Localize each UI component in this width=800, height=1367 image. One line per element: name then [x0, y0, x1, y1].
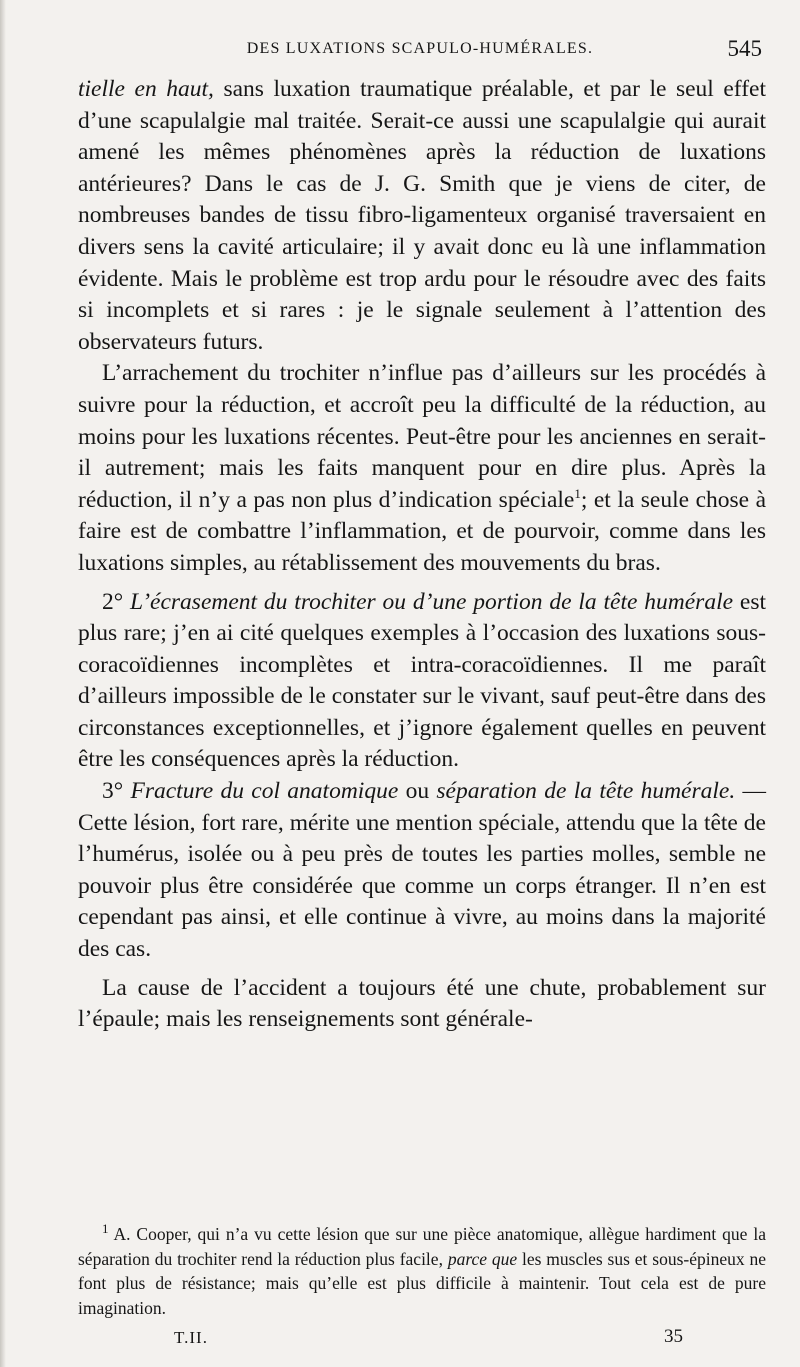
page-number: 545	[727, 36, 762, 61]
paragraph-3-italic-heading: L’écrasement du trochiter ou d’une portion de la tête humérale	[130, 588, 734, 615]
volume-signature: T.II.	[174, 1328, 208, 1347]
footnote-reference: 1	[574, 485, 581, 501]
paragraph-1-italic-lead: tielle en haut,	[78, 76, 214, 102]
footnote-text-before: A. Cooper, qui n’a vu cette lésion que sur une pièce anatomique, allègue hardiment que la séparation du trochiter rend la réduction plus facile,	[78, 1224, 766, 1269]
footnote-italic: parce que	[447, 1248, 518, 1269]
paragraph-1-text: sans luxation traumatique préalable, et par le seul effet d’une scapulalgie mal traitée. Serait-ce aussi une scapulalgie qui aurait amené les mêmes phénomènes après la réduction de luxations antérieures? Dans le cas de J. G. Smith que je viens de citer, de nombreuses bandes de tissu fibro-ligamenteux organisé traversaient en divers sens la cavité articulaire; il y avait donc eu là une inflammation évidente. Mais le problème est trop ardu pour le résoudre avec des faits si incomplets et si rares : je le signale seulement à l’attention des observateurs futurs.	[78, 76, 766, 355]
paragraph-4-italic-heading-1: Fracture du col anatomique	[130, 778, 399, 805]
signature-line	[174, 1328, 774, 1354]
paragraph-3-number: 2°	[102, 588, 124, 615]
running-head	[78, 36, 762, 66]
footnote-1	[78, 1222, 766, 1320]
paragraph-5	[78, 973, 766, 1036]
paragraph-2-text-before: L’arrachement du trochiter n’influe pas d’ailleurs sur les procédés à suivre pour la réduction, et accroît peu la difficulté de la réduction, au moins pour les luxations récentes. Peut-être pour les anciennes en serait-il autrement; mais les faits manquent pour en dire plus. Après la réduction, il n’y a pas non plus d’indication spéciale	[78, 360, 766, 513]
page-edge-shadow	[0, 0, 6, 1367]
body-text	[78, 74, 766, 1036]
footnote-marker: 1	[102, 1221, 109, 1237]
sheet-number: 35	[664, 1326, 683, 1347]
paragraph-3-text: est plus rare; j’en ai cité quelques exemples à l’occasion des luxations sous-coracoïdiennes incomplètes et intra-coracoïdiennes. Il me paraît d’ailleurs impossible de le constater sur le vivant, sauf peut-être dans des circonstances exceptionnelles, et j’ignore également quelles en peuvent être les conséquences après la réduction.	[78, 588, 767, 773]
paragraph-3	[78, 587, 766, 777]
paragraph-4-number: 3°	[102, 778, 124, 805]
paragraph-1	[78, 74, 766, 358]
paragraph-4-connector: ou	[398, 778, 437, 805]
paragraph-4	[78, 776, 766, 966]
footnote-text-after: les muscles sus et sous-épineux ne font plus de résistance; mais qu’elle est plus difficile à maintenir. Tout cela est de pure imagination.	[78, 1248, 766, 1318]
paragraph-5-text: La cause de l’accident a toujours été une chute, probablement sur l’épaule; mais les renseignements sont générale-	[78, 974, 766, 1033]
paragraph-2	[78, 358, 766, 579]
paragraph-2-text-after: ; et la seule chose à faire est de combattre l’inflammation, et de pourvoir, comme dans les luxations simples, au rétablissement des mouvements du bras.	[78, 486, 766, 576]
footnotes	[78, 1222, 766, 1320]
paragraph-4-italic-heading-2: séparation de la tête humérale.	[436, 778, 736, 805]
running-title: DES LUXATIONS SCAPULO-HUMÉRALES.	[246, 40, 594, 57]
paragraph-4-text: — Cette lésion, fort rare, mérite une mention spéciale, attendu que la tête de l’humérus, isolée ou à peu près de toutes les parties molles, semble ne pouvoir plus être considérée que comme un corps étranger. Il n’en est cependant pas ainsi, et elle continue à vivre, au moins dans la majorité des cas.	[78, 778, 767, 963]
